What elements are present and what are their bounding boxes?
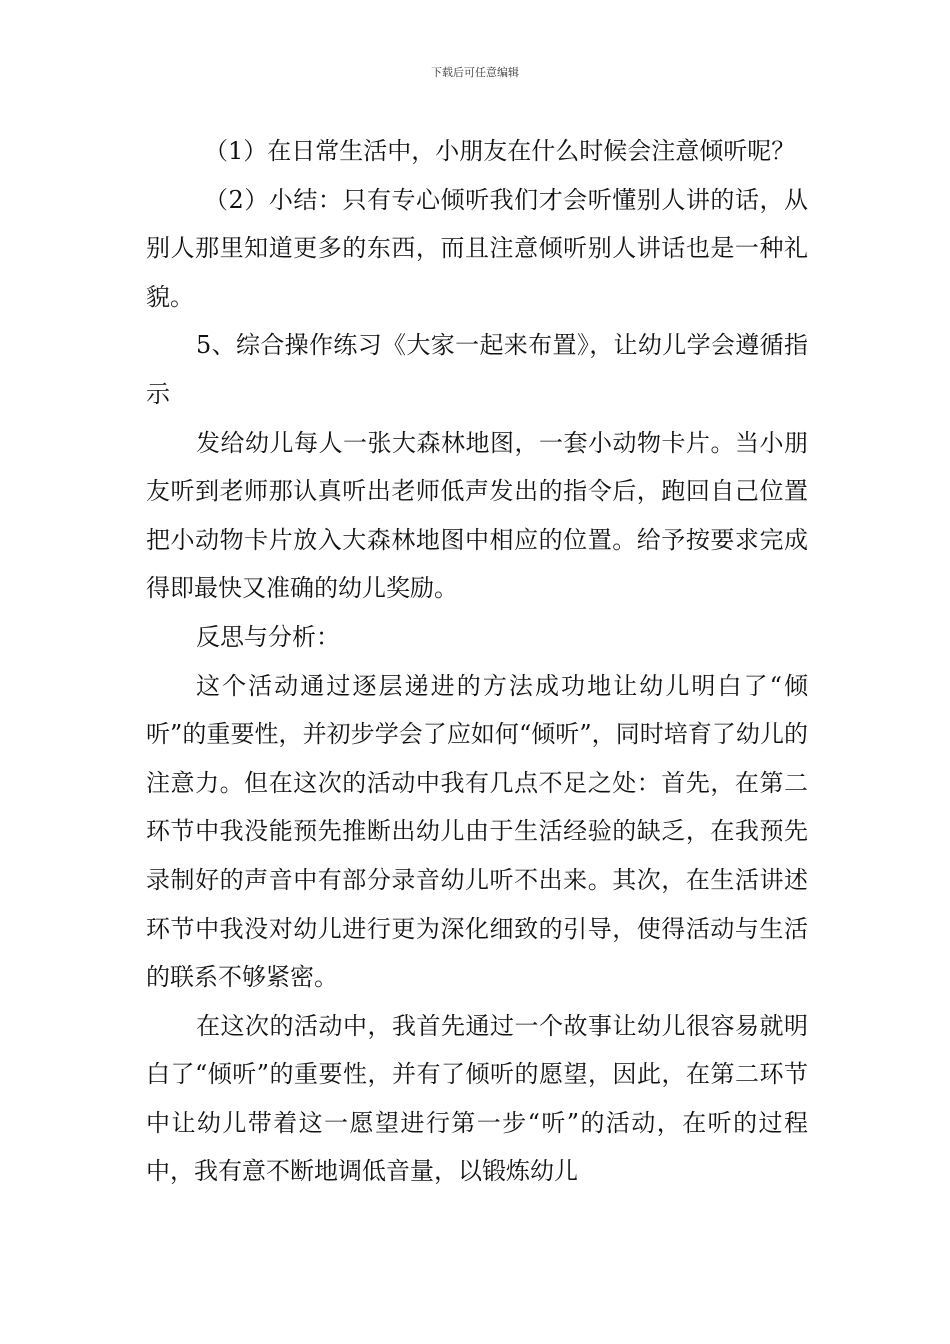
paragraph-summary-2: （2）小结：只有专心倾听我们才会听懂别人讲的话，从别人那里知道更多的东西，而且注意倾听别人讲话也是一种礼貌。 <box>146 185 808 311</box>
paragraph-step-5: 5、综合操作练习《大家一起来布置》，让幼儿学会遵循指示 <box>146 331 808 408</box>
paragraph-question-1: （1）在日常生活中，小朋友在什么时候会注意倾听呢？ <box>204 137 796 165</box>
paragraph-activity: 在这次的活动中，我首先通过一个故事让幼儿很容易就明白了“倾听”的重要性，并有了倾听的愿望，因此，在第二环节中让幼儿带着这一愿望进行第一步“听”的活动，在听的过程中，我有意不断地调低音量，以锻炼幼儿 <box>146 1011 808 1186</box>
document-body <box>146 127 808 1196</box>
paragraph-reflection-heading: 反思与分析： <box>196 622 340 651</box>
page-header: 下载后可任意编辑 <box>431 66 519 79</box>
paragraph-instructions: 发给幼儿每人一张大森林地图，一套小动物卡片。当小朋友听到老师那认真听出老师低声发出的指令后，跑回自己位置把小动物卡片放入大森林地图中相应的位置。给予按要求完成得即最快又准确的幼儿奖励。 <box>146 428 808 603</box>
paragraph-reflection: 这个活动通过逐层递进的方法成功地让幼儿明白了“倾听”的重要性，并初步学会了应如何“倾听”，同时培育了幼儿的注意力。但在这次的活动中我有几点不足之处：首先，在第二环节中我没能预先推断出幼儿由于生活经验的缺乏，在我预先录制好的声音中有部分录音幼儿听不出来。其次，在生活讲述环节中我没对幼儿进行更为深化细致的引导，使得活动与生活的联系不够紧密。 <box>146 671 808 992</box>
